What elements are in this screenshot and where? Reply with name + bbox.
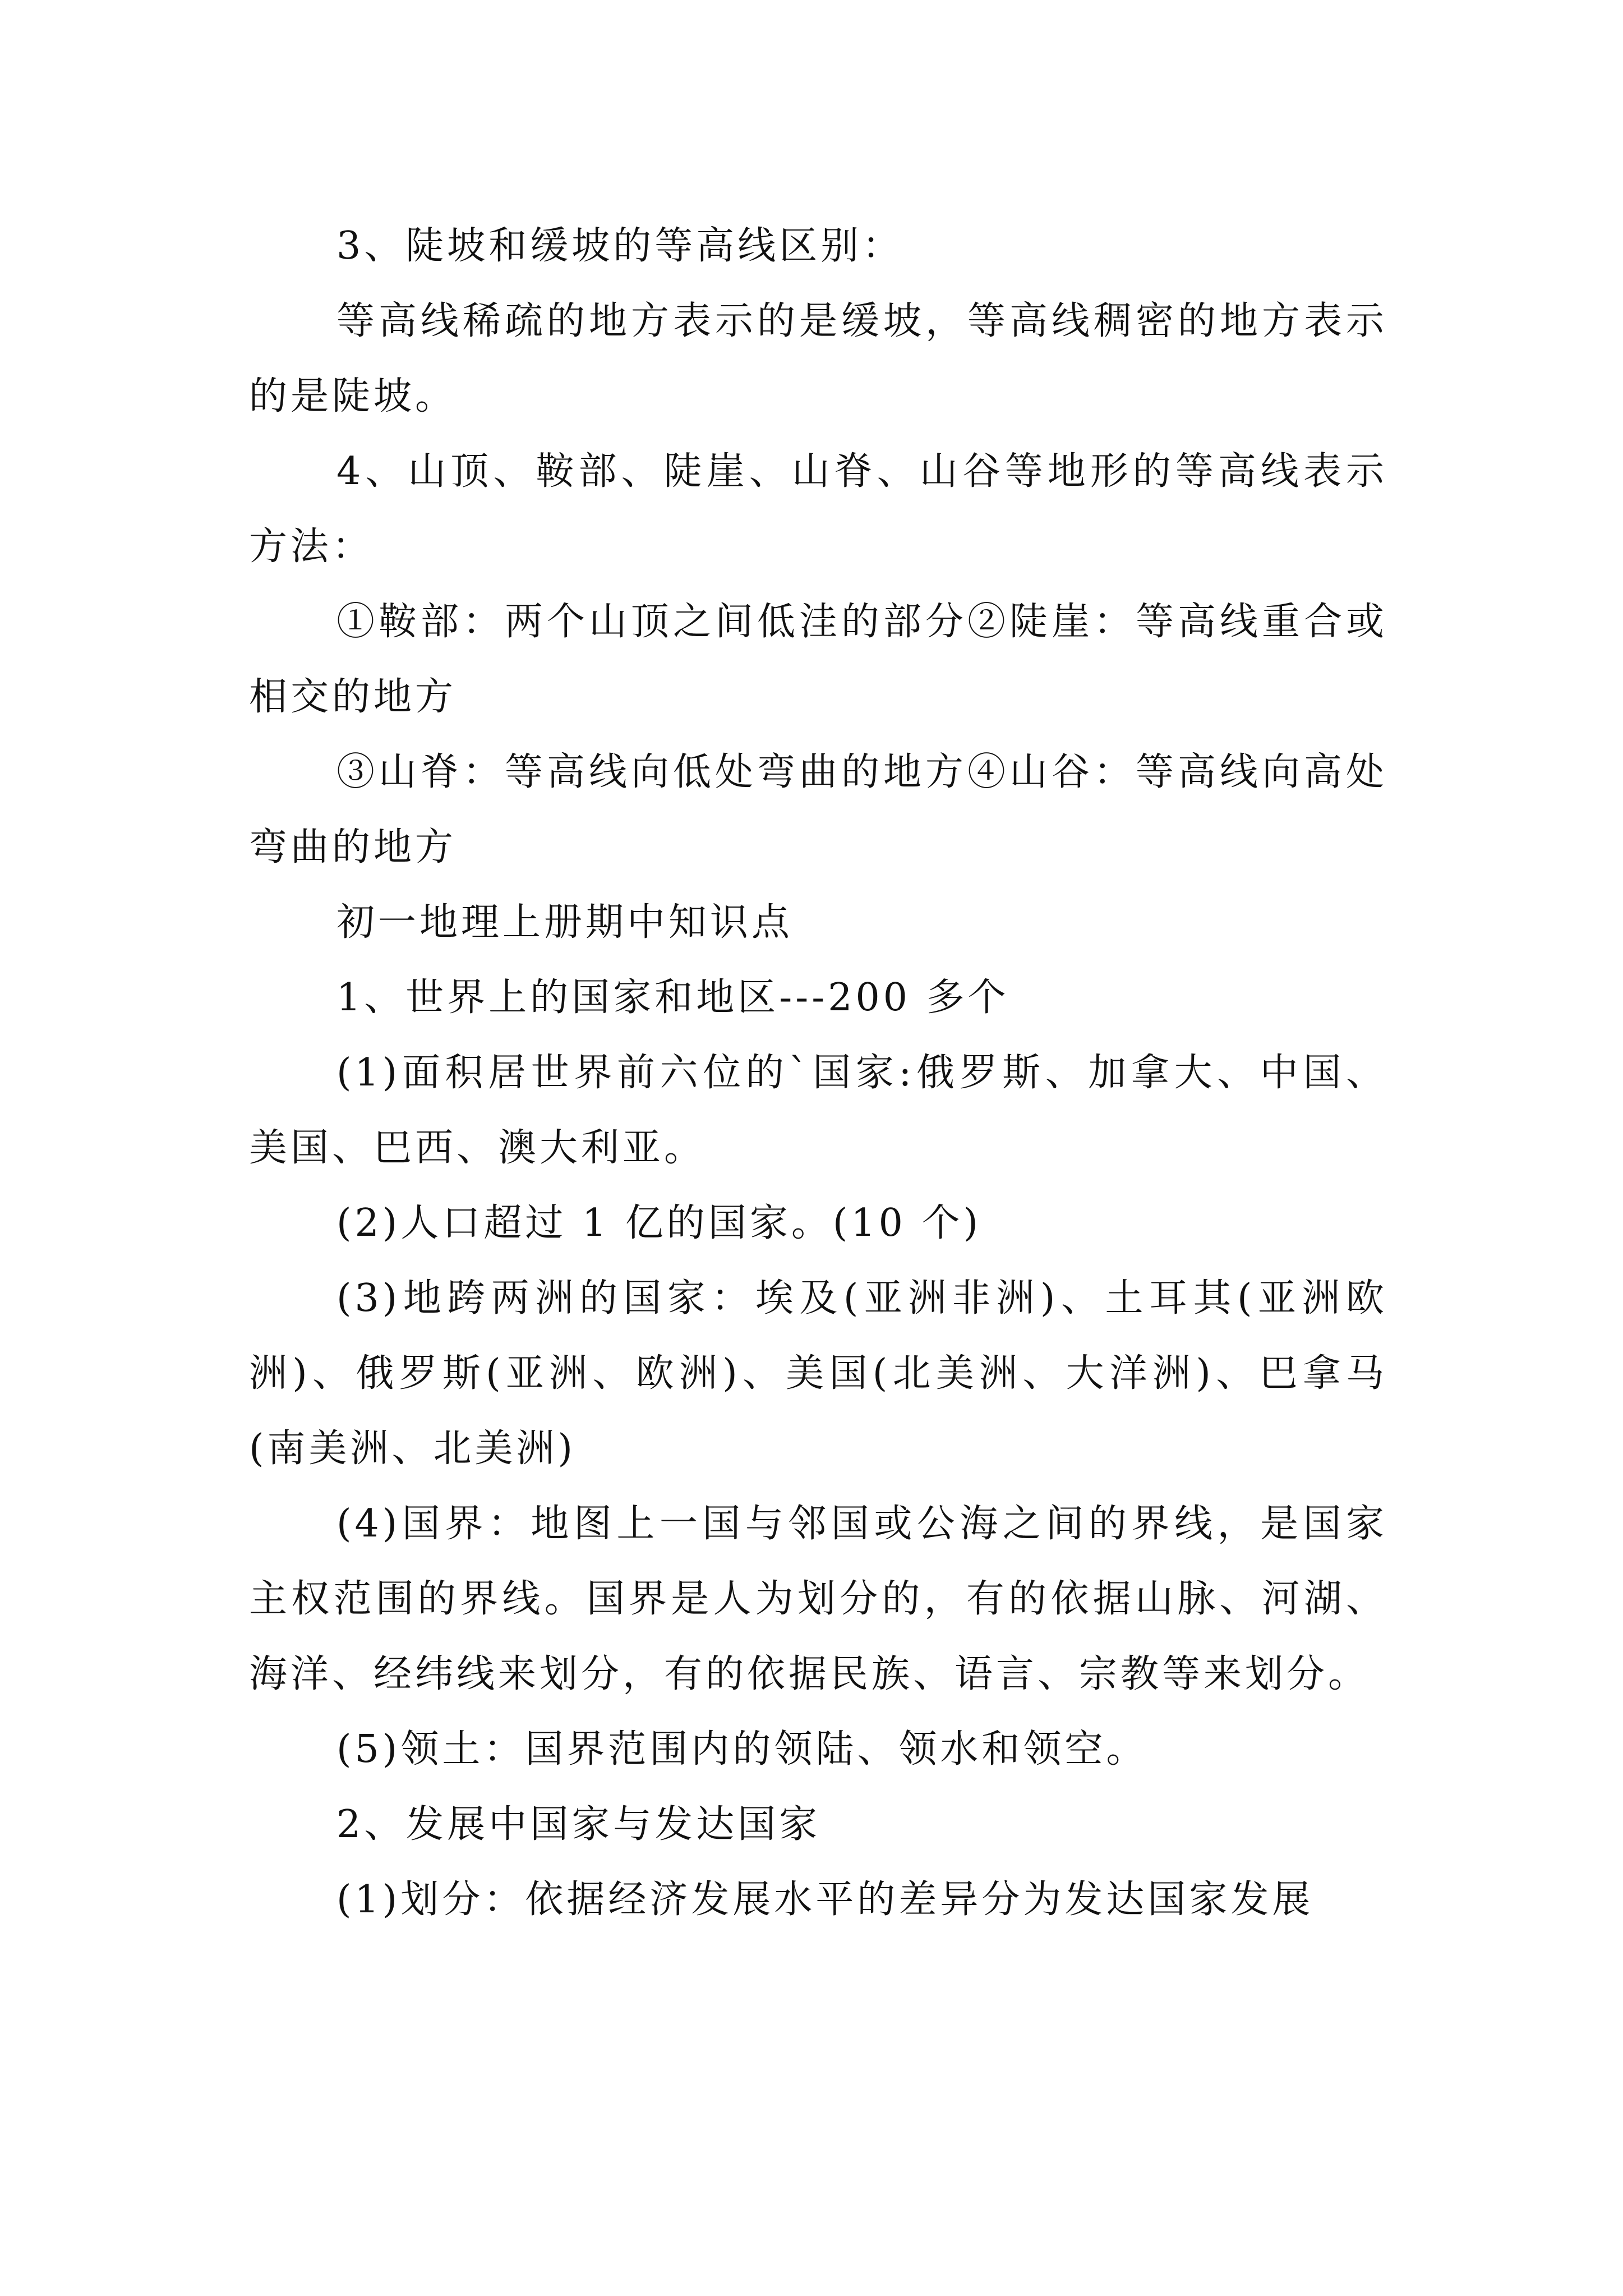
paragraph: (3)地跨两洲的国家：埃及(亚洲非洲)、土耳其(亚洲欧洲)、俄罗斯(亚洲、欧洲)、美国(北美洲、大洋洲)、巴拿马(南美洲、北美洲)	[249, 1276, 1387, 1471]
document-body	[249, 209, 1387, 1938]
paragraph: 2、发展中国家与发达国家	[336, 1802, 821, 1847]
section-heading: 初一地理上册期中知识点	[336, 900, 794, 945]
paragraph: (2)人口超过 1 亿的国家。(10 个)	[336, 1201, 982, 1245]
paragraph: (1)划分：依据经济发展水平的差异分为发达国家发展	[336, 1878, 1314, 1922]
paragraph: (1)面积居世界前六位的`国家:俄罗斯、加拿大、中国、美国、巴西、澳大利亚。	[249, 1051, 1387, 1170]
paragraph: 4、山顶、鞍部、陡崖、山脊、山谷等地形的等高线表示方法：	[249, 449, 1387, 569]
paragraph: ①鞍部：两个山顶之间低洼的部分②陡崖：等高线重合或相交的地方	[249, 600, 1387, 719]
paragraph: (5)领土：国界范围内的领陆、领水和领空。	[336, 1727, 1148, 1772]
paragraph: ③山脊：等高线向低处弯曲的地方④山谷：等高线向高处弯曲的地方	[249, 750, 1387, 869]
paragraph: 1、世界上的国家和地区---200 多个	[336, 976, 1009, 1020]
paragraph: 3、陡坡和缓坡的等高线区别：	[336, 224, 904, 268]
paragraph: (4)国界：地图上一国与邻国或公海之间的界线，是国家主权范围的界线。国界是人为划分的，有的依据山脉、河湖、海洋、经纬线来划分，有的依据民族、语言、宗教等来划分。	[249, 1502, 1387, 1696]
paragraph: 等高线稀疏的地方表示的是缓坡，等高线稠密的地方表示的是陡坡。	[249, 299, 1387, 418]
